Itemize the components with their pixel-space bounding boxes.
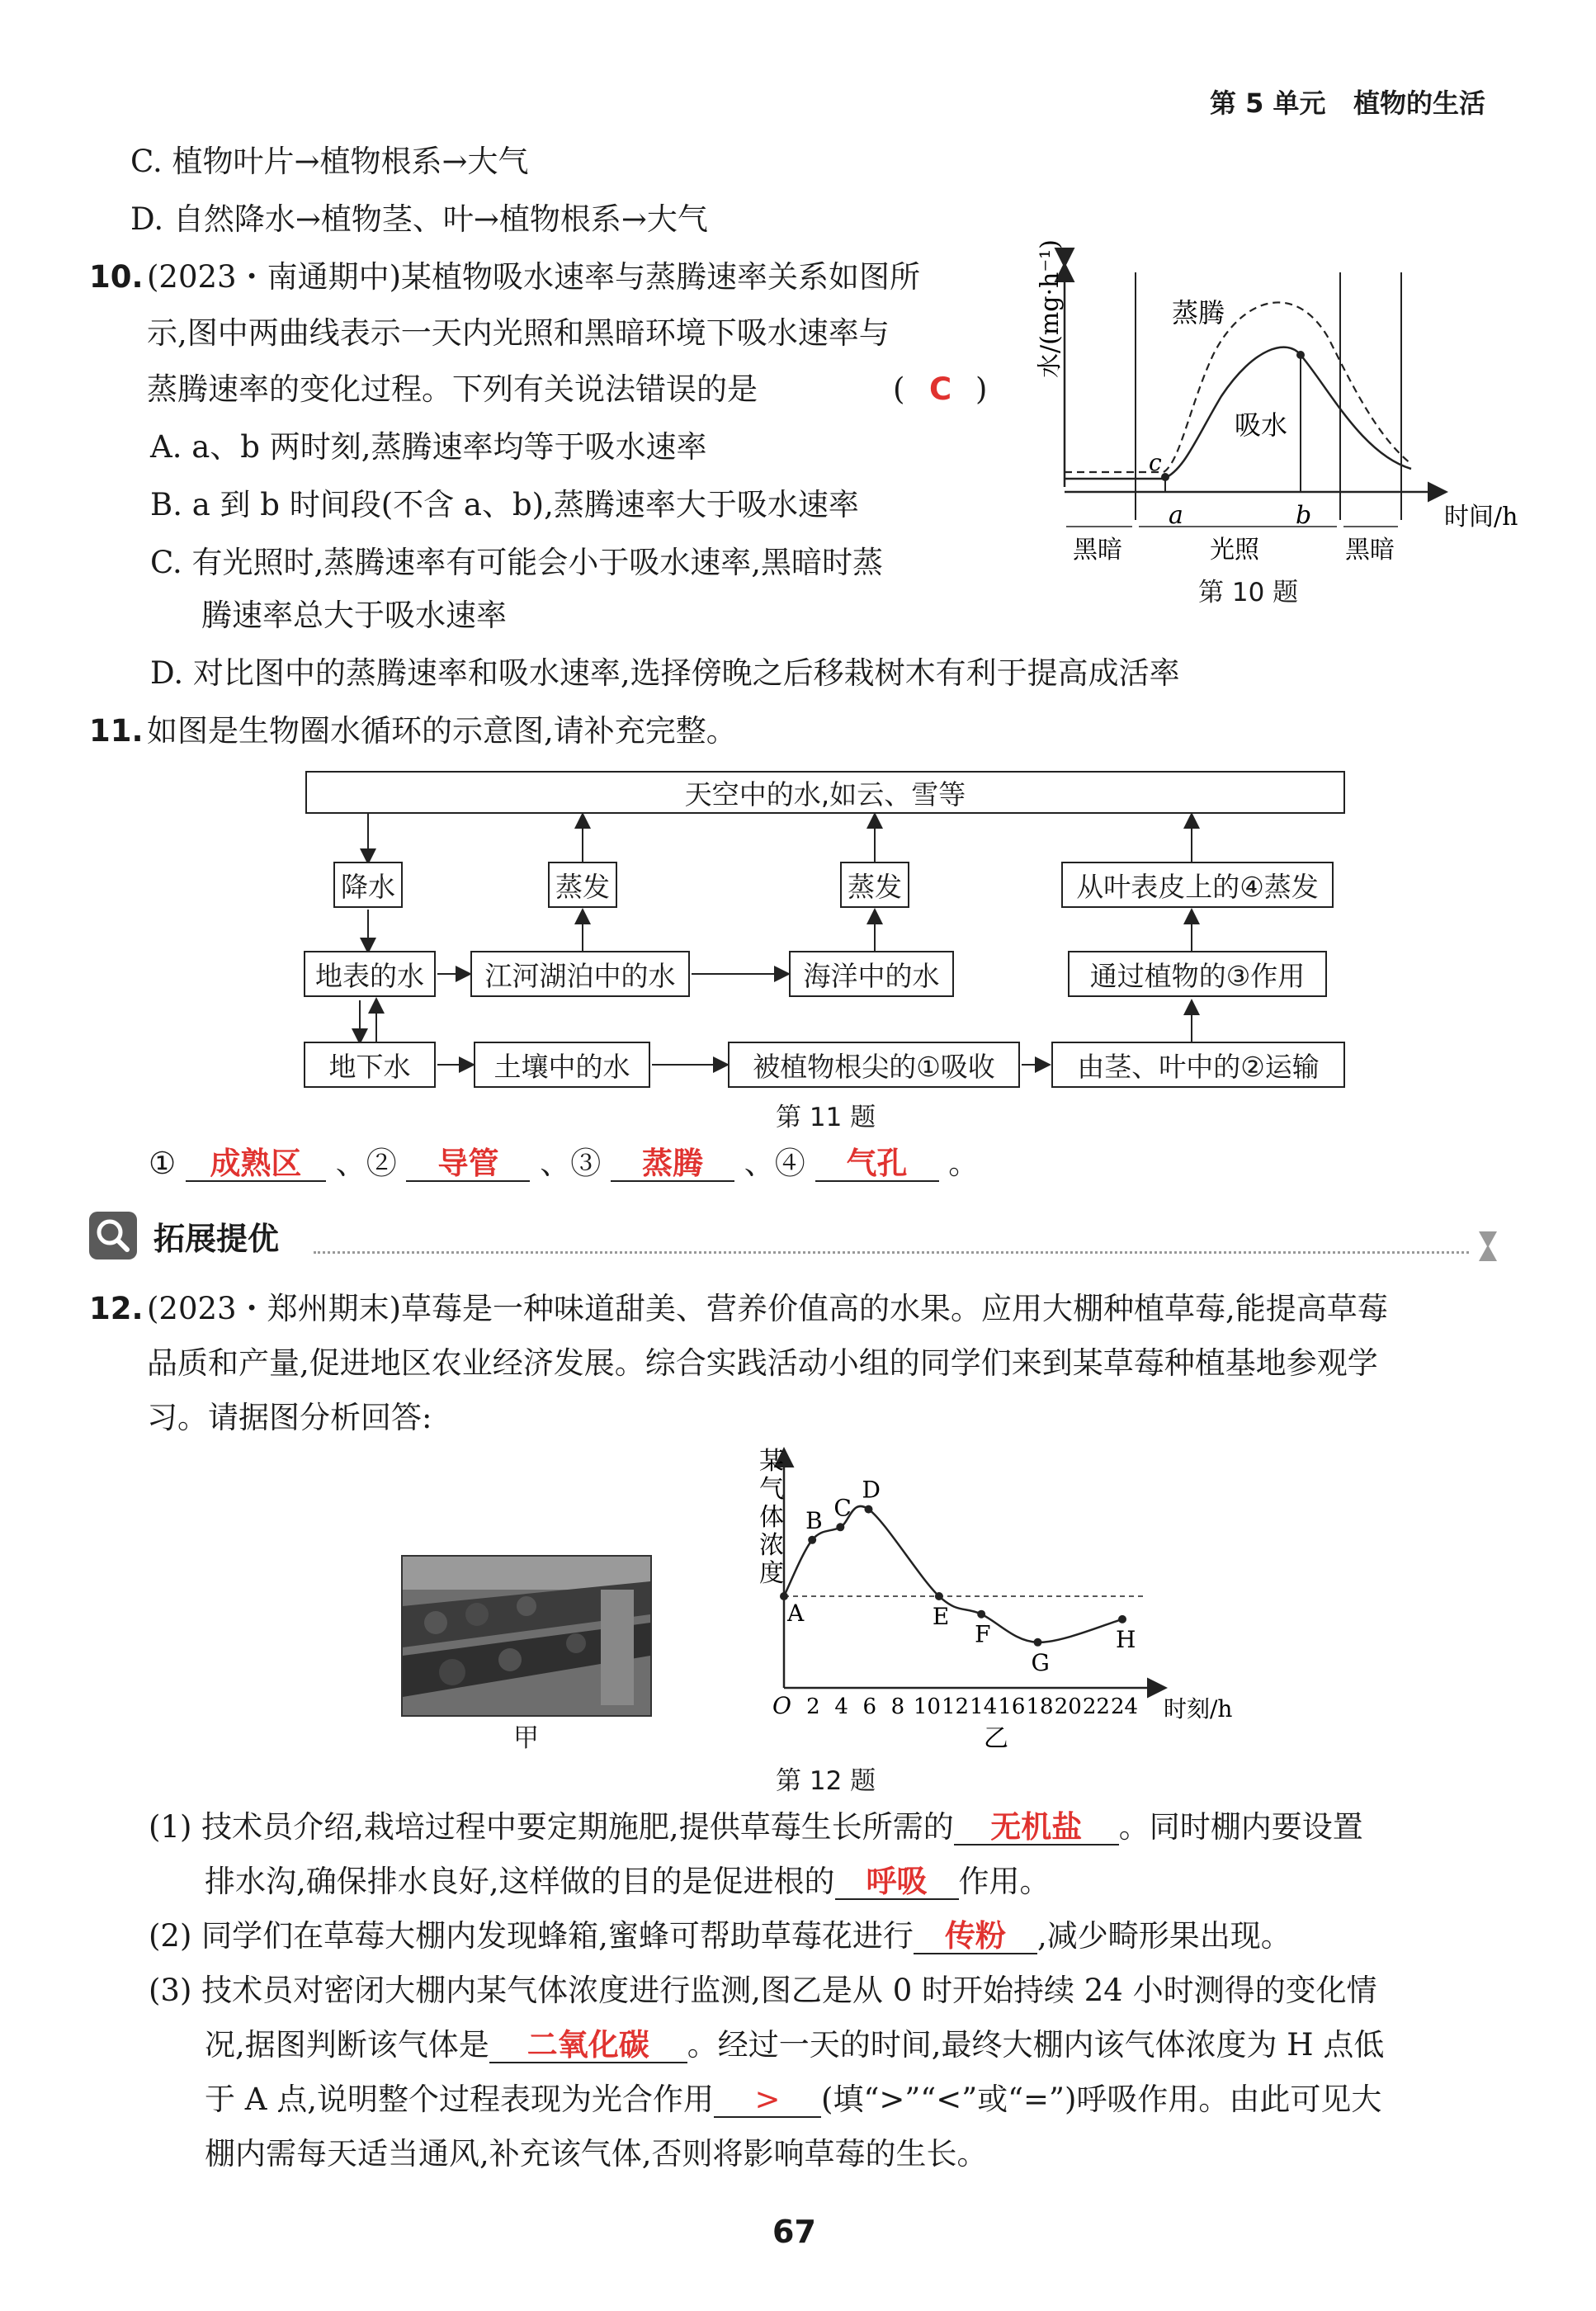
q12-point-b bbox=[808, 1536, 816, 1544]
q12-x-tick-16: 16 bbox=[998, 1694, 1026, 1719]
q10-number: 10. bbox=[89, 259, 144, 295]
q12-x-tick-20: 20 bbox=[1054, 1694, 1082, 1719]
q10-label-c: c bbox=[1149, 449, 1162, 476]
q12-point-c bbox=[836, 1523, 844, 1531]
q12-point-label-f: F bbox=[975, 1620, 991, 1648]
q12-answer-1: 无机盐 bbox=[954, 1811, 1119, 1845]
q12-part1-text-b: 。同时棚内要设置 bbox=[1118, 1809, 1363, 1845]
q10-option-c-line1: C. 有光照时,蒸腾速率有可能会小于吸水速率,黑暗时蒸 bbox=[150, 545, 884, 580]
q12-x-tick-18: 18 bbox=[1026, 1694, 1054, 1719]
q10-x-label: 时间/h bbox=[1444, 503, 1518, 532]
q12-point-h bbox=[1118, 1615, 1126, 1623]
q11-number: 11. bbox=[89, 713, 144, 749]
q10-option-b: B. a 到 b 时间段(不含 a、b),蒸腾速率大于吸水速率 bbox=[150, 487, 859, 522]
q10-period-dark-2: 黑暗 bbox=[1345, 536, 1395, 565]
q12-caption: 第 12 题 bbox=[776, 1766, 876, 1796]
hourglass-icon bbox=[1477, 1230, 1499, 1263]
q12-greenhouse-photo bbox=[401, 1555, 652, 1717]
q10-label-a: a bbox=[1169, 501, 1183, 530]
q12-photo-label: 甲 bbox=[513, 1723, 539, 1753]
q12-point-f bbox=[977, 1610, 985, 1619]
q12-part3-line3 bbox=[205, 2080, 1381, 2120]
q12-point-g bbox=[1034, 1638, 1042, 1647]
q12-y-label-3: 体 bbox=[759, 1503, 784, 1532]
q10-paren-close: ) bbox=[975, 371, 988, 407]
q12-stem-line2: 品质和产量,促进地区农业经济发展。综合实践活动小组的同学们来到某草莓种植基地参观学 bbox=[147, 1345, 1378, 1381]
q12-point-label-a: A bbox=[787, 1600, 805, 1627]
q10-transpiration-curve bbox=[1065, 302, 1411, 472]
section-divider bbox=[314, 1251, 1469, 1254]
q12-origin: O bbox=[772, 1692, 791, 1719]
q12-part3-text-c: 。经过一天的时间,最终大棚内该气体浓度为 H 点低 bbox=[687, 2027, 1385, 2063]
q10-period-light: 光照 bbox=[1210, 536, 1259, 565]
q11-box-river-lake: 江河湖泊中的水 bbox=[470, 951, 690, 997]
q11-box-stem-transport: 由茎、叶中的②运输 bbox=[1051, 1042, 1345, 1088]
q12-chart-sublabel: 乙 bbox=[984, 1724, 1008, 1753]
q10-option-c-line2: 腾速率总大于吸水速率 bbox=[201, 598, 507, 633]
q12-part3-text-e: (填“>”“<”或“=”)呼吸作用。由此可见大 bbox=[821, 2082, 1382, 2117]
q10-option-d: D. 对比图中的蒸腾速率和吸水速率,选择傍晚之后移栽树木有利于提高成活率 bbox=[150, 655, 1180, 691]
q12-point-label-d: D bbox=[862, 1476, 881, 1504]
q10-label-absorption: 吸水 bbox=[1235, 409, 1288, 441]
q11-answer-4: 气孔 bbox=[815, 1147, 939, 1182]
q12-stem-line1: (2023・郑州期末)草莓是一种味道甜美、营养价值高的水果。应用大棚种植草莓,能提高草莓 bbox=[147, 1291, 1388, 1326]
q12-point-label-h: H bbox=[1116, 1625, 1136, 1653]
q12-x-tick-10: 10 bbox=[913, 1694, 941, 1719]
q12-part1-text-a: (1) 技术员介绍,栽培过程中要定期施肥,提供草莓生长所需的 bbox=[149, 1809, 954, 1845]
q12-part2-text-b: ,减少畸形果出现。 bbox=[1036, 1918, 1291, 1954]
q12-part1-line2 bbox=[205, 1862, 1051, 1902]
q9-option-d: D. 自然降水→植物茎、叶→植物根系→大气 bbox=[130, 201, 708, 237]
q12-number: 12. bbox=[89, 1291, 144, 1326]
q12-x-tick-12: 12 bbox=[942, 1694, 970, 1719]
q10-stem-line2: 示,图中两曲线表示一天内光照和黑暗环境下吸水速率与 bbox=[147, 315, 890, 351]
q11-label-1: ① bbox=[149, 1146, 177, 1181]
q11-label-end: 。 bbox=[948, 1146, 980, 1181]
q12-x-tick-24: 24 bbox=[1111, 1694, 1139, 1719]
q11-box-evaporation-2: 蒸发 bbox=[840, 862, 909, 908]
q12-part3-text-d: 于 A 点,说明整个过程表现为光合作用 bbox=[205, 2082, 715, 2117]
q10-paren-open: ( bbox=[893, 371, 905, 407]
q10-caption: 第 10 题 bbox=[1198, 578, 1299, 607]
q12-part3-line4: 棚内需每天适当通风,补充该气体,否则将影响草莓的生长。 bbox=[205, 2136, 988, 2172]
q12-stem-line3: 习。请据图分析回答: bbox=[147, 1400, 432, 1435]
q12-part1-text-d: 作用。 bbox=[958, 1864, 1051, 1899]
header-title: 植物的生活 bbox=[1353, 87, 1486, 119]
q12-part3-line2 bbox=[205, 2025, 1384, 2065]
q12-answer-2: 呼吸 bbox=[835, 1865, 959, 1900]
q11-answer-3: 蒸腾 bbox=[611, 1147, 734, 1182]
q12-x-tick-2: 2 bbox=[806, 1694, 820, 1719]
q11-answer-1: 成熟区 bbox=[186, 1147, 326, 1182]
q11-box-rain: 降水 bbox=[333, 862, 403, 908]
q12-point-label-e: E bbox=[932, 1603, 950, 1630]
q11-box-sky: 天空中的水,如云、雪等 bbox=[305, 771, 1345, 814]
q11-box-surface-water: 地表的水 bbox=[304, 951, 436, 997]
q10-answer: C bbox=[929, 371, 952, 407]
magnifier-icon bbox=[89, 1212, 137, 1259]
q12-point-label-c: C bbox=[833, 1494, 852, 1522]
q12-part2 bbox=[149, 1916, 1291, 1956]
q12-point-label-b: B bbox=[805, 1506, 823, 1534]
q12-x-tick-14: 14 bbox=[970, 1694, 998, 1719]
q12-x-tick-22: 22 bbox=[1082, 1694, 1110, 1719]
q11-box-ocean: 海洋中的水 bbox=[789, 951, 954, 997]
q12-y-label-4: 浓 bbox=[759, 1531, 784, 1560]
q12-x-label: 时刻/h bbox=[1164, 1695, 1233, 1723]
q12-answer-3: 传粉 bbox=[914, 1920, 1037, 1954]
q12-point-e bbox=[935, 1592, 943, 1600]
q11-box-leaf-evaporation: 从叶表皮上的④蒸发 bbox=[1061, 862, 1334, 908]
q11-box-groundwater: 地下水 bbox=[304, 1042, 436, 1088]
q10-chart bbox=[1015, 239, 1518, 611]
q10-stem-line3: 蒸腾速率的变化过程。下列有关说法错误的是 bbox=[147, 371, 758, 407]
q12-point-label-g: G bbox=[1031, 1648, 1050, 1676]
q12-y-label-5: 度 bbox=[759, 1559, 784, 1588]
q12-part3-line1: (3) 技术员对密闭大棚内某气体浓度进行监测,图乙是从 0 时开始持续 24 小时测得的变化情 bbox=[149, 1973, 1377, 2008]
q11-box-evaporation-1: 蒸发 bbox=[548, 862, 617, 908]
q11-box-root-absorption: 被植物根尖的①吸收 bbox=[728, 1042, 1020, 1088]
q10-label-transpiration: 蒸腾 bbox=[1172, 297, 1225, 328]
q12-part3-text-b: 况,据图判断该气体是 bbox=[205, 2027, 489, 2063]
q12-part2-text-a: (2) 同学们在草莓大棚内发现蜂箱,蜜蜂可帮助草莓花进行 bbox=[149, 1918, 914, 1954]
q10-option-a: A. a、b 两时刻,蒸腾速率均等于吸水速率 bbox=[150, 429, 707, 465]
q11-caption: 第 11 题 bbox=[776, 1103, 876, 1132]
header-unit: 第 5 单元 bbox=[1210, 87, 1326, 119]
q11-label-3: 、③ bbox=[540, 1146, 602, 1181]
q12-answer-4: 二氧化碳 bbox=[489, 2029, 687, 2063]
q10-y-label: 水/(mg·h⁻¹) bbox=[1036, 239, 1065, 378]
q11-label-2: 、② bbox=[335, 1146, 397, 1181]
q12-chart bbox=[734, 1444, 1263, 1758]
q12-part1-line1 bbox=[149, 1808, 1363, 1847]
q10-label-b: b bbox=[1296, 501, 1312, 530]
q12-y-label-2: 气 bbox=[759, 1475, 784, 1504]
q11-box-soil-water: 土壤中的水 bbox=[474, 1042, 650, 1088]
q11-answer-line bbox=[149, 1144, 979, 1184]
q12-point-d bbox=[865, 1505, 873, 1514]
q11-label-4: 、④ bbox=[744, 1146, 805, 1181]
q12-y-label-1: 某 bbox=[759, 1447, 784, 1476]
q12-answer-5: > bbox=[714, 2083, 821, 2118]
q9-option-c: C. 植物叶片→植物根系→大气 bbox=[130, 144, 529, 179]
q11-answer-2: 导管 bbox=[406, 1147, 530, 1182]
q12-part1-text-c: 排水沟,确保排水良好,这样做的目的是促进根的 bbox=[205, 1864, 835, 1899]
q12-x-tick-6: 6 bbox=[862, 1694, 877, 1719]
page-number: 67 bbox=[772, 2214, 816, 2250]
q12-x-tick-8: 8 bbox=[890, 1694, 905, 1719]
section-title: 拓展提优 bbox=[153, 1221, 280, 1257]
q11-box-plant-action: 通过植物的③作用 bbox=[1068, 951, 1327, 997]
q10-stem-line1: (2023・南通期中)某植物吸水速率与蒸腾速率关系如图所 bbox=[147, 259, 921, 295]
q11-stem: 如图是生物圈水循环的示意图,请补充完整。 bbox=[147, 713, 737, 749]
q12-x-tick-4: 4 bbox=[834, 1694, 848, 1719]
q10-period-dark-1: 黑暗 bbox=[1073, 536, 1122, 565]
